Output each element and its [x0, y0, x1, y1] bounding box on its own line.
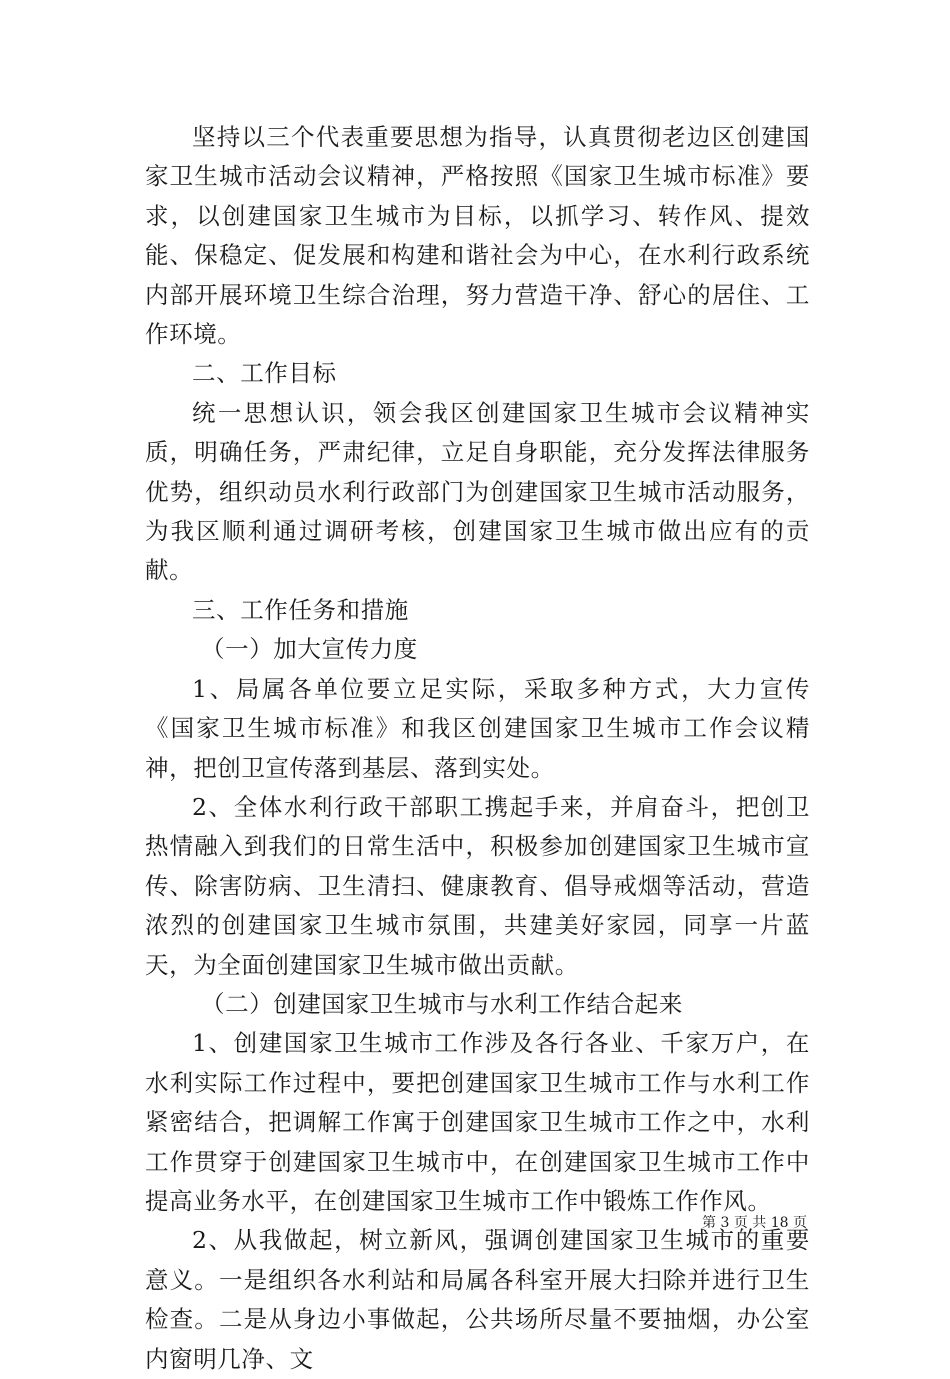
paragraph-work-goals: 统一思想认识，领会我区创建国家卫生城市会议精神实质，明确任务，严肃纪律，立足自身职能，充分发挥法律服务优势，组织动员水利行政部门为创建国家卫生城市活动服务，为我区顺利通过调研考核，创建国家卫生城市做出应有的贡献。 [145, 398, 810, 585]
document-body [145, 118, 810, 1379]
paragraph-combine-item-2: 2、从我做起，树立新风，强调创建国家卫生城市的重要意义。一是组织各水利站和局属各科室开展大扫除并进行卫生检查。二是从身边小事做起，公共场所尽量不要抽烟，办公室内窗明几净、文 [145, 1226, 810, 1373]
subheading-publicity: （一）加大宣传力度 [201, 635, 418, 664]
paragraph-publicity-item-1: 1、局属各单位要立足实际，采取多种方式，大力宣传《国家卫生城市标准》和我区创建国家卫生城市工作会议精神，把创卫宣传落到基层、落到实处。 [145, 674, 810, 782]
paragraph-publicity-item-2: 2、全体水利行政干部职工携起手来，并肩奋斗，把创卫热情融入到我们的日常生活中，积极参加创建国家卫生城市宣传、除害防病、卫生清扫、健康教育、倡导戒烟等活动，营造浓烈的创建国家卫生城市氛围，共建美好家园，同享一片蓝天，为全面创建国家卫生城市做出贡献。 [145, 792, 810, 979]
heading-tasks-measures: 三、工作任务和措施 [192, 595, 409, 624]
page-number: 第 3 页 共 18 页 [702, 1215, 807, 1231]
heading-work-goals: 二、工作目标 [192, 359, 337, 388]
subheading-combine-work: （二）创建国家卫生城市与水利工作结合起来 [201, 989, 683, 1018]
paragraph-combine-item-1: 1、创建国家卫生城市工作涉及各行各业、千家万户，在水利实际工作过程中，要把创建国家卫生城市工作与水利工作紧密结合，把调解工作寓于创建国家卫生城市工作之中，水利工作贯穿于创建国家卫生城市中，在创建国家卫生城市工作中提高业务水平，在创建国家卫生城市工作中锻炼工作作风。 [145, 1029, 810, 1215]
paragraph-guiding-principle: 坚持以三个代表重要思想为指导，认真贯彻老边区创建国家卫生城市活动会议精神，严格按照《国家卫生城市标准》要求，以创建国家卫生城市为目标，以抓学习、转作风、提效能、保稳定、促发展和构建和谐社会为中心，在水利行政系统内部开展环境卫生综合治理，努力营造干净、舒心的居住、工作环境。 [145, 123, 810, 349]
